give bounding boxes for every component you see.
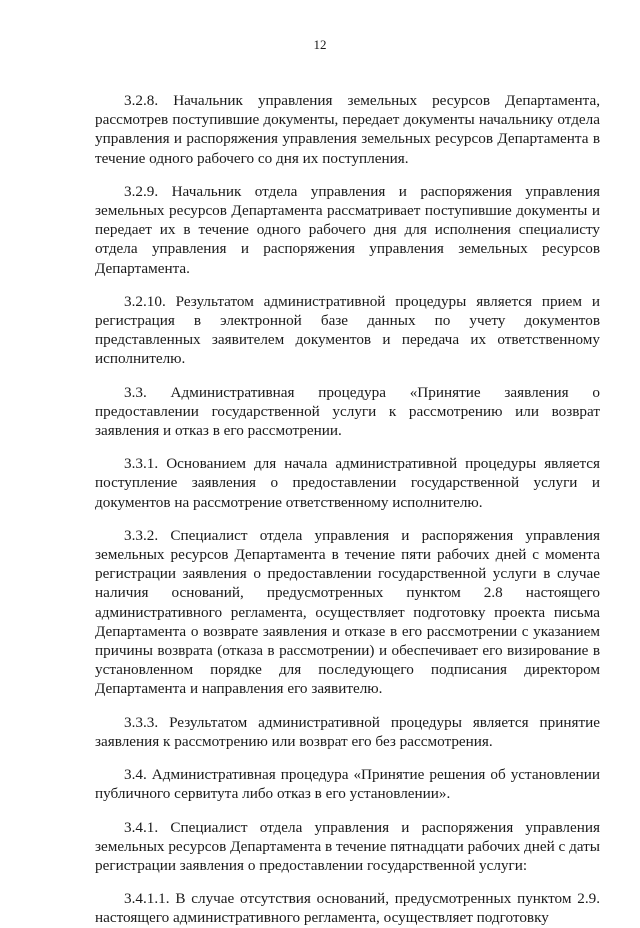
paragraph-text: В случае отсутствия оснований, предусмотренных пунктом 2.9. настоящего административного регламента, осуществляет подготовку — [95, 890, 601, 927]
paragraph-text: Специалист отдела управления и распоряжения управления земельных ресурсов Департамента в течение пятнадцати рабочих дней с даты регистрации заявления о предоставлении государственной услуги: — [95, 818, 600, 874]
paragraph-text: Начальник управления земельных ресурсов Департамента, рассмотрев поступившие документы, передает документы начальнику отдела управления и распоряжения управления земельных ресурсов Департамента в течение одного рабочего со дня их поступления. — [95, 92, 600, 167]
paragraph-3-4-1-1 — [95, 889, 600, 927]
paragraph-number: 3.3.2. — [124, 526, 159, 544]
paragraph-3-3-1 — [95, 454, 600, 512]
paragraph-3-4 — [95, 765, 600, 803]
paragraph-3-2-8 — [95, 91, 600, 168]
paragraph-3-3-2 — [95, 526, 600, 699]
paragraph-number: 3.4. — [124, 766, 147, 784]
paragraph-text: Основанием для начала административной процедуры является поступление заявления о предоставлении государственной услуги и документов на рассмотрение ответственному исполнителю. — [95, 455, 600, 511]
paragraph-number: 3.2.9. — [124, 182, 159, 200]
paragraph-text: Результатом административной процедуры является прием и регистрация в электронной базе данных по учету документов представленных заявителем документов и передача их ответственному исполнителю. — [95, 292, 600, 368]
paragraph-number: 3.3. — [124, 383, 147, 401]
paragraph-number: 3.3.1. — [124, 455, 159, 473]
document-body — [95, 91, 600, 928]
paragraph-3-3-3 — [95, 713, 600, 751]
paragraph-number: 3.3.3. — [124, 713, 159, 731]
page-number: 12 — [313, 37, 327, 52]
paragraph-number: 3.2.8. — [124, 92, 159, 109]
paragraph-3-3 — [95, 383, 600, 441]
paragraph-number: 3.2.10. — [124, 292, 166, 310]
paragraph-3-2-10 — [95, 292, 600, 369]
paragraph-number: 3.4.1.1. — [124, 890, 170, 908]
paragraph-number: 3.4.1. — [124, 818, 159, 836]
paragraph-text: Административная процедура «Принятие заявления о предоставлении государственной услуги к рассмотрению или возврат заявления и отказ в его рассмотрении. — [95, 383, 600, 440]
paragraph-text: Административная процедура «Принятие решения об установлении публичного сервитута либо отказ в его установлении». — [95, 766, 600, 803]
paragraph-text: Специалист отдела управления и распоряжения управления земельных ресурсов Департамента в течение пяти рабочих дней с момента регистрации заявления о предоставлении государственной услуги в случае наличия оснований, предусмотренных пунктом 2.8 настоящего административного регламента, осуществляет подготовку проекта письма Департамента о возврате заявления и отказе в его рассмотрении с указанием причины возврата (отказа в рассмотрении) и обеспечивает его визирование в установленном порядке для последующего подписания директором Департамента и направления его заявителю. — [95, 526, 600, 698]
paragraph-text: Результатом административной процедуры является принятие заявления к рассмотрению или возврат его без рассмотрения. — [95, 713, 600, 750]
paragraph-3-4-1 — [95, 818, 600, 876]
paragraph-3-2-9 — [95, 182, 600, 278]
paragraph-text: Начальник отдела управления и распоряжения управления земельных ресурсов Департамента рассматривает поступившие документы и передает их в течение одного рабочего дня для исполнения специалисту отдела управления и распоряжения управления земельных ресурсов Департамента. — [95, 182, 601, 277]
